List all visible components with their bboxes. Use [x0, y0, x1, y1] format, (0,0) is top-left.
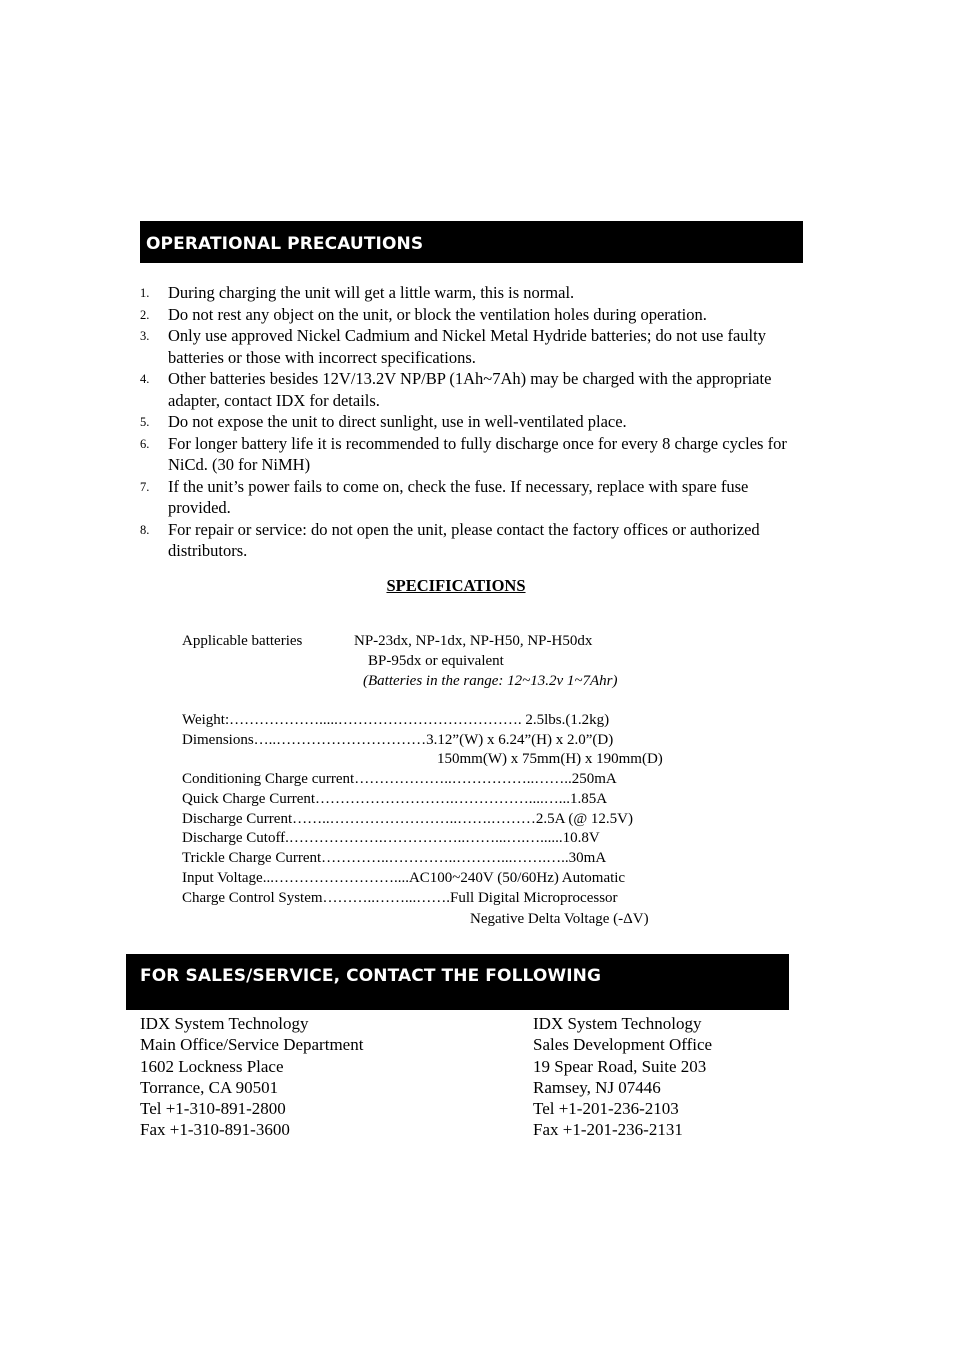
street: 19 Spear Road, Suite 203 — [533, 1056, 707, 1076]
spec-dimensions-metric: 150mm(W) x 75mm(H) x 190mm(D) — [437, 751, 663, 767]
company-name: IDX System Technology — [140, 1014, 309, 1033]
department: Main Office/Service Department — [140, 1035, 364, 1055]
contact-heading-text: FOR SALES/SERVICE, CONTACT THE FOLLOWING — [140, 966, 602, 986]
spec-trickle-charge: Trickle Charge Current…………..…………..………...…….…..30mA — [182, 850, 607, 866]
spec-dimensions: Dimensions…..…………………………3.12”(W) x 6.24”(H) x 2.0”(D) — [182, 732, 614, 748]
spec-weight: Weight:……………….....………………………………. 2.5lbs.(1.2kg) — [182, 712, 610, 728]
phone: Tel +1-310-891-2800 — [140, 1099, 286, 1119]
fax: Fax +1-201-236-2131 — [533, 1120, 683, 1140]
list-item: 2. Do not rest any object on the unit, or block the ventilation holes during operation. — [140, 304, 707, 324]
address-sales-office — [533, 1013, 712, 1141]
applicable-batteries-label: Applicable batteries — [182, 633, 303, 649]
phone: Tel +1-201-236-2103 — [533, 1099, 679, 1119]
street: 1602 Lockness Place — [140, 1056, 284, 1076]
list-item: 4. Other batteries besides 12V/13.2V NP/BP (1Ah~7Ah) may be charged with the appropriate adapter, contact IDX for details. — [140, 369, 772, 410]
spec-conditioning-charge: Conditioning Charge current………………..……………..……..250mA — [182, 771, 617, 787]
department: Sales Development Office — [533, 1035, 713, 1055]
spec-input-voltage: Input Voltage...……………………....AC100~240V (50/60Hz) Automatic — [182, 870, 626, 886]
fax: Fax +1-310-891-3600 — [140, 1120, 290, 1140]
list-item: 7. If the unit’s power fails to come on, check the fuse. If necessary, replace with spare fuse provided. — [140, 476, 749, 517]
company-name: IDX System Technology — [533, 1014, 702, 1033]
list-item: 3. Only use approved Nickel Cadmium and Nickel Metal Hydride batteries; do not use faulty batteries or those with incorrect specifications. — [140, 326, 766, 367]
spec-discharge-cutoff: Discharge Cutoff.……………….……………..……...….…......10.8V — [182, 830, 600, 846]
list-item: 8. For repair or service: do not open the unit, please contact the factory offices or authorized distributors. — [140, 519, 760, 560]
spec-charge-control: Charge Control System………..……...…….Full Digital Microprocessor — [182, 890, 618, 906]
address-main-office — [140, 1013, 363, 1141]
spec-quick-charge: Quick Charge Current……………………….……………....…...1.85A — [182, 791, 608, 807]
applicable-batteries-line2: BP-95dx or equivalent — [368, 653, 504, 669]
list-item: 5. Do not expose the unit to direct sunlight, use in well-ventilated place. — [140, 412, 627, 431]
specifications-title: SPECIFICATIONS — [386, 576, 526, 595]
applicable-batteries-note: (Batteries in the range: 12~13.2v 1~7Ahr) — [363, 673, 618, 689]
list-item: 6. For longer battery life it is recommended to fully discharge once for every 8 charge cycles for NiCd. (30 for NiMH) — [140, 433, 787, 474]
precautions-list — [140, 282, 810, 562]
list-item: 1. During charging the unit will get a little warm, this is normal. — [140, 283, 575, 302]
city: Ramsey, NJ 07446 — [533, 1077, 661, 1097]
spec-charge-control-2: Negative Delta Voltage (-ΔV) — [470, 911, 649, 927]
precautions-heading-text: OPERATIONAL PRECAUTIONS — [146, 234, 424, 254]
applicable-batteries-line1: NP-23dx, NP-1dx, NP-H50, NP-H50dx — [354, 633, 593, 649]
spec-discharge-current: Discharge Current……..……………………..…….………2.5A (@ 12.5V) — [182, 811, 633, 827]
operational-precautions-heading — [140, 221, 803, 263]
contact-heading — [126, 954, 789, 1010]
city: Torrance, CA 90501 — [140, 1077, 279, 1097]
